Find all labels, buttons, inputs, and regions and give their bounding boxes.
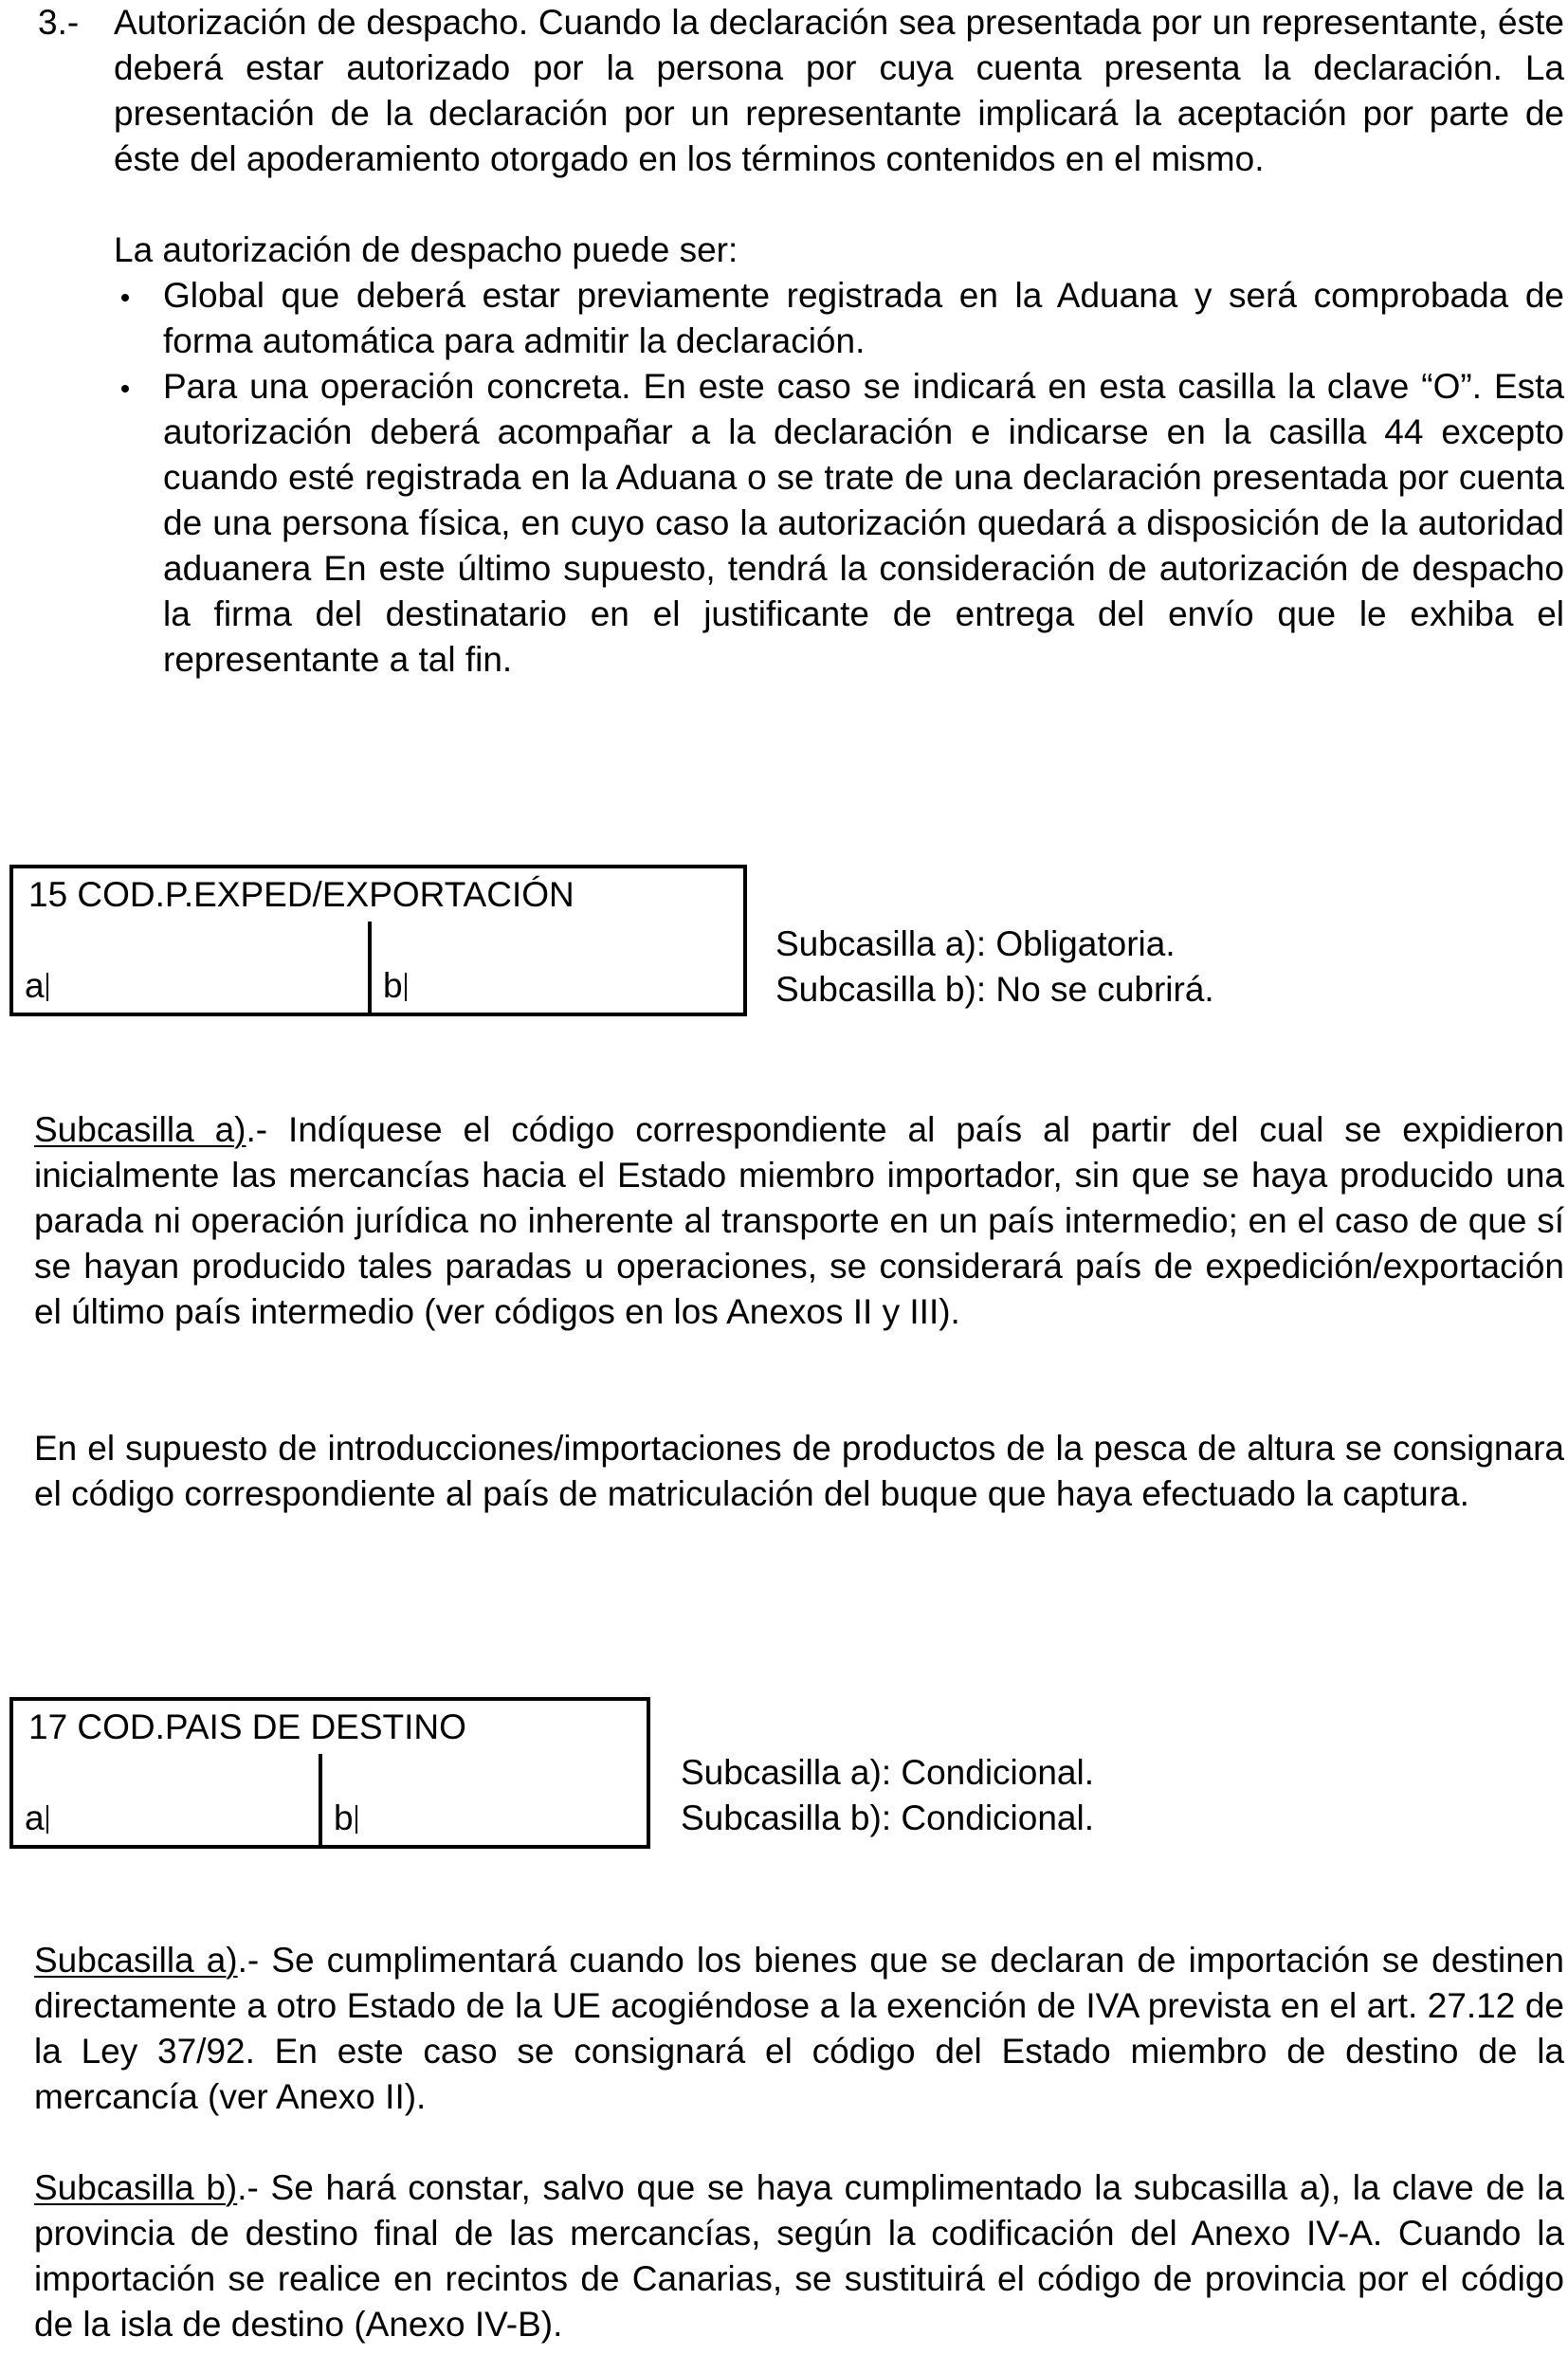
field-box-17-divider	[319, 1754, 322, 1849]
box-17-subcasilla-b-paragraph	[34, 2165, 1564, 2347]
section-3	[0, 0, 1568, 739]
bullet-icon	[121, 294, 129, 301]
subcasilla-a-heading: Subcasilla a)	[34, 1110, 246, 1149]
section-number: 3.-	[38, 3, 80, 42]
field-box-17-title: 17 COD.PAIS DE DESTINO	[28, 1707, 466, 1746]
field-box-15-note-b: Subcasilla b): No se cubrirá.	[775, 970, 1214, 1009]
field-box-15-subcasilla-b: b	[383, 963, 407, 1009]
field-box-15-divider	[368, 922, 372, 1016]
field-box-15-note-a: Subcasilla a): Obligatoria.	[775, 924, 1176, 963]
field-box-15	[9, 865, 747, 1016]
subcasilla-a-text: .- Se cumplimentará cuando los bienes que se declaran de importación se destinen directamente a otro Estado de la UE acogiéndose a la exención de IVA prevista en el art. 27.12 de la Ley 37/92. En este caso se consignará el código del Estado miembro de destino de la mercancía (ver Anexo II).	[34, 1941, 1564, 2116]
bullet-item-global: Global que deberá estar previamente registrada en la Aduana y será comprobada de forma automática para admitir la declaración.	[163, 276, 1564, 360]
subcasilla-b-heading: Subcasilla b)	[34, 2168, 238, 2207]
field-box-17-subcasilla-a: a	[25, 1796, 48, 1841]
box-15-pesca-paragraph: En el supuesto de introducciones/importaciones de productos de la pesca de altura se consignara el código correspondiente al país de matriculación del buque que haya efectuado la captura.	[34, 1429, 1564, 1513]
field-box-15-subcasilla-a: a	[25, 963, 48, 1009]
box-15-subcasilla-a-paragraph	[34, 1107, 1564, 1335]
field-box-17-note-a: Subcasilla a): Condicional.	[681, 1753, 1095, 1792]
section-3-intro: Autorización de despacho. Cuando la declaración sea presentada por un representante, éste deberá estar autorizado por la persona por cuya cuenta presenta la declaración. La presentación de la declaración por un representante implicará la aceptación por parte de éste del apoderamiento otorgado en los términos contenidos en el mismo.	[114, 3, 1564, 178]
field-box-15-title: 15 COD.P.EXPED/EXPORTACIÓN	[28, 875, 574, 914]
field-box-17-note-b: Subcasilla b): Condicional.	[681, 1798, 1095, 1837]
box-17-subcasilla-a-paragraph	[34, 1938, 1564, 2120]
section-3-lead: La autorización de despacho puede ser:	[114, 230, 738, 269]
subcasilla-a-text: .- Indíquese el código correspondiente al país al partir del cual se expidieron inicialmente las mercancías hacia el Estado miembro importador, sin que se haya producido una parada ni operación jurídica no inherente al transporte en un país intermedio; en el caso de que sí se hayan producido tales paradas u operaciones, se considerará país de expedición/exportación el último país intermedio (ver códigos en los Anexos II y III).	[34, 1110, 1564, 1331]
field-box-17	[9, 1697, 650, 1849]
bullet-item-operacion: Para una operación concreta. En este caso se indicará en esta casilla la clave “O”. Esta autorización deberá acompañar a la declaración e indicarse en la casilla 44 excepto cuando esté registrada en la Aduana o se trate de una declaración presentada por cuenta de una persona física, en cuyo caso la autorización quedará a disposición de la autoridad aduanera En este último supuesto, tendrá la consideración de autorización de despacho la firma del destinatario en el justificante de entrega del envío que le exhiba el representante a tal fin.	[163, 367, 1564, 679]
bullet-icon	[121, 385, 129, 392]
field-box-17-subcasilla-b: b	[334, 1796, 357, 1841]
subcasilla-b-text: .- Se hará constar, salvo que se haya cumplimentado la subcasilla a), la clave de la provincia de destino final de las mercancías, según la codificación del Anexo IV-A. Cuando la importación se realice en recintos de Canarias, se sustituirá el código de provincia por el código de la isla de destino (Anexo IV-B).	[34, 2168, 1564, 2344]
subcasilla-a-heading: Subcasilla a)	[34, 1941, 238, 1980]
